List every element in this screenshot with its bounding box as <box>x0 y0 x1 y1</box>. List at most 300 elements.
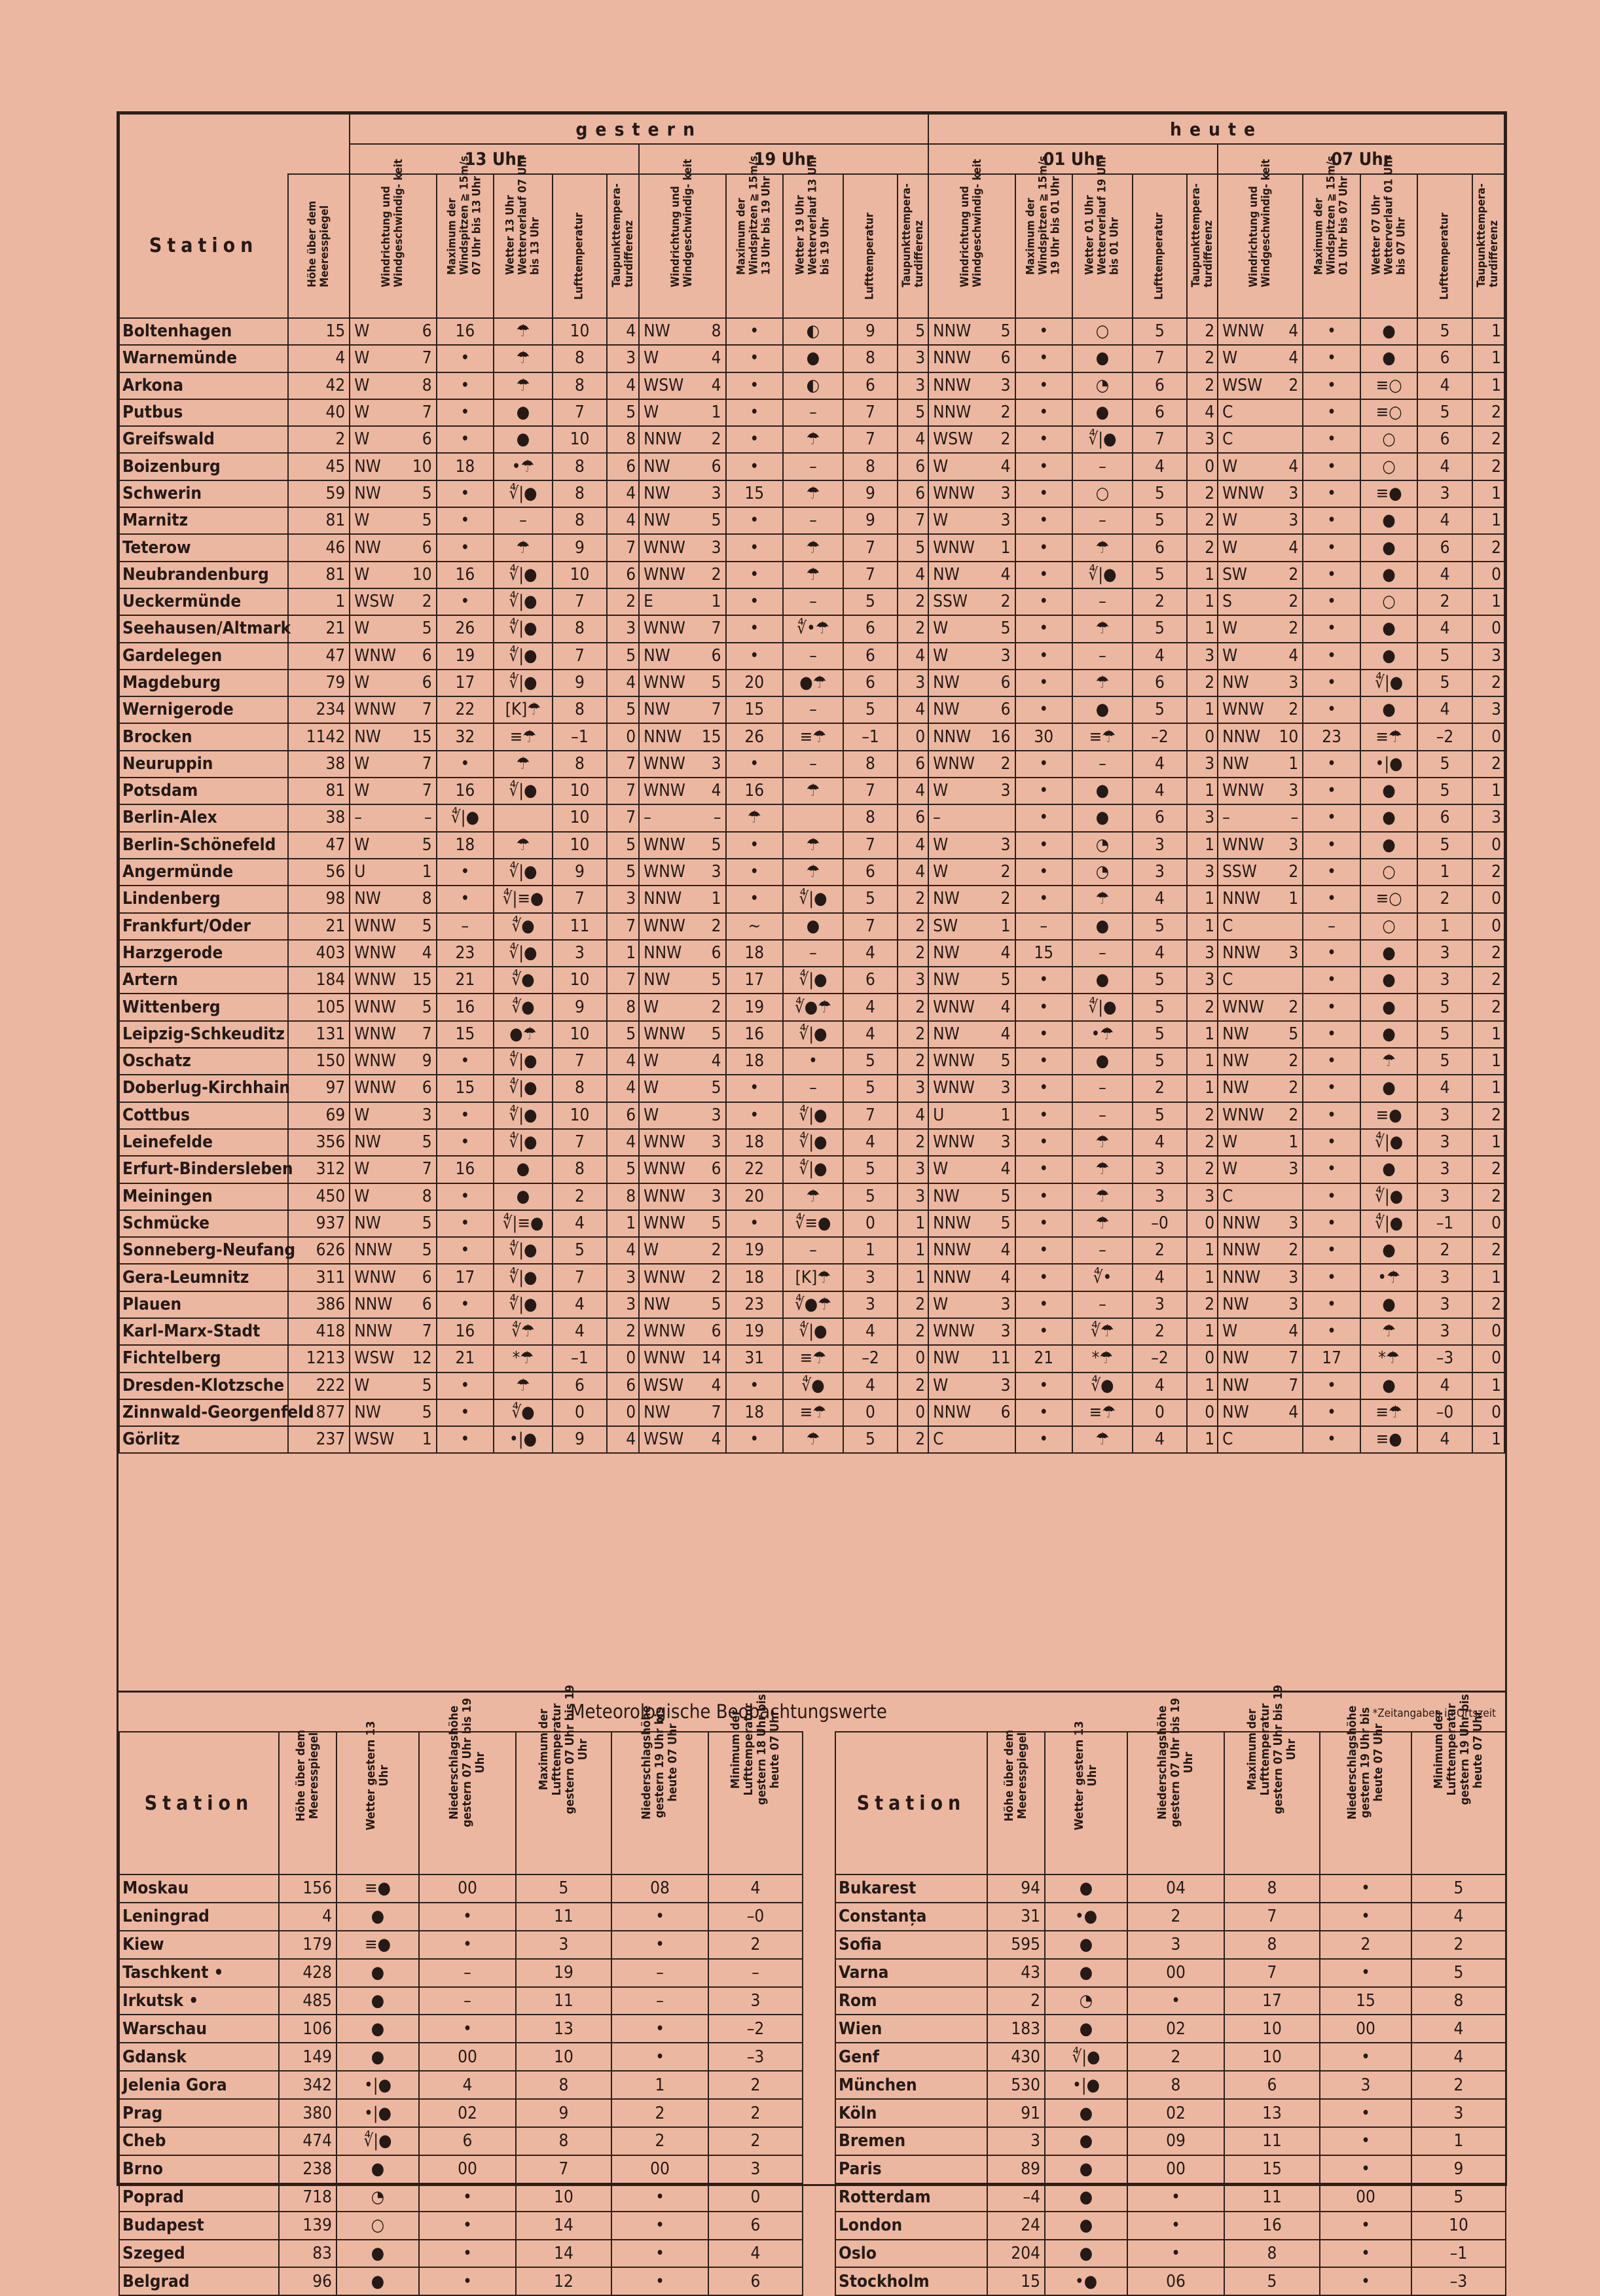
gust-07: • <box>1303 1210 1360 1237</box>
weather-19: – <box>783 751 843 778</box>
gust-19: • <box>726 318 784 345</box>
weather-19: ☂ <box>783 832 843 859</box>
weather-13: ∜|● <box>494 1237 553 1264</box>
dewpoint-13: 0 <box>607 1399 639 1426</box>
dewpoint-13: 3 <box>607 886 639 912</box>
wind-dir-19: WNW <box>639 778 693 804</box>
gust-19: 20 <box>726 1183 784 1210</box>
wind-speed-01: 3 <box>983 1372 1015 1399</box>
wind-dir-13: NW <box>350 453 404 480</box>
max-temp: 11 <box>516 1987 611 2015</box>
dewpoint-13: 7 <box>607 751 639 778</box>
gust-07: • <box>1303 1426 1360 1453</box>
wind-speed-01: 1 <box>983 1102 1015 1129</box>
station-name: Sonneberg-Neufang <box>119 1237 288 1264</box>
precip-night: 00 <box>1320 2183 1411 2212</box>
wind-dir-13: NW <box>350 723 404 750</box>
temp-01: 0 <box>1133 1399 1187 1426</box>
altitude: 595 <box>987 1931 1045 1959</box>
altitude: 79 <box>288 670 350 696</box>
dewpoint-07: 1 <box>1472 1129 1504 1156</box>
dewpoint-13: 6 <box>607 562 639 588</box>
dewpoint-07: 0 <box>1472 1399 1504 1426</box>
dewpoint-07: 2 <box>1472 670 1504 696</box>
dewpoint-01: 2 <box>1187 1156 1218 1183</box>
weather-07: ≡○ <box>1360 372 1418 399</box>
temp-19: 5 <box>843 696 898 723</box>
gust-07: • <box>1303 1399 1360 1426</box>
gust-01: • <box>1015 696 1073 723</box>
wind-dir-01: NNW <box>928 1399 983 1426</box>
temp-13: 4 <box>553 1318 607 1345</box>
time-01-header: 01 Uhr <box>928 144 1218 174</box>
max-temp: 14 <box>516 2240 611 2268</box>
wind-dir-01: NW <box>928 670 983 696</box>
wind-dir-19: W <box>639 1237 693 1264</box>
dewpoint-01: 3 <box>1187 1183 1218 1210</box>
wind-dir-19: WNW <box>639 562 693 588</box>
temp-07: 4 <box>1417 1426 1472 1453</box>
wind-speed-01: 6 <box>983 670 1015 696</box>
temp-19: 7 <box>843 832 898 859</box>
weather-01: ● <box>1072 1048 1133 1075</box>
precip-day: 00 <box>1127 2155 1224 2183</box>
gust-07: • <box>1303 1021 1360 1048</box>
temp-19: 5 <box>843 886 898 912</box>
wind-dir-13: WSW <box>350 1345 404 1372</box>
gust-01: • <box>1015 1021 1073 1048</box>
gust-01: • <box>1015 318 1073 345</box>
temp-01: 7 <box>1133 426 1187 453</box>
weather-07: ○ <box>1360 426 1418 453</box>
gust-07: • <box>1303 318 1360 345</box>
temp-13: 8 <box>553 453 607 480</box>
wind-speed-13: 5 <box>405 1399 437 1426</box>
wind-dir-19: – <box>639 804 693 831</box>
gust-07: • <box>1303 940 1360 967</box>
weather-19: ∜|● <box>783 1129 843 1156</box>
wind-dir-19: NW <box>639 967 693 994</box>
temp-13: 10 <box>553 778 607 804</box>
wind-dir-19: W <box>639 345 693 372</box>
weather-19: ∜●☂ <box>783 994 843 1020</box>
gust-07: • <box>1303 859 1360 886</box>
wind-speed-07: 7 <box>1272 1372 1303 1399</box>
weather-19: ∜|● <box>783 967 843 994</box>
wind-dir-13: W <box>350 1372 404 1399</box>
dewpoint-01: 3 <box>1187 426 1218 453</box>
wind-dir-01: NNW <box>928 723 983 750</box>
precip-day: 00 <box>419 2043 516 2071</box>
temp-13: 9 <box>553 1426 607 1453</box>
wind-speed-07: 2 <box>1272 1102 1303 1129</box>
gust-07: 23 <box>1303 723 1360 750</box>
dewpoint-13: 4 <box>607 670 639 696</box>
weather-19: [K]☂ <box>783 1264 843 1291</box>
dewpoint-01: 0 <box>1187 723 1218 750</box>
gust-13: • <box>437 534 494 561</box>
weather-13: ☂ <box>494 345 553 372</box>
temp-01: 6 <box>1133 399 1187 426</box>
dewpoint-19: 4 <box>898 696 928 723</box>
altitude: 1142 <box>288 723 350 750</box>
gust-01: • <box>1015 1102 1073 1129</box>
table-row <box>119 994 1504 1020</box>
dewpoint-01: 2 <box>1187 670 1218 696</box>
wind-speed-01: 2 <box>983 426 1015 453</box>
precip-day: 6 <box>419 2127 516 2155</box>
wind-dir-19: WNW <box>639 1210 693 1237</box>
weather-01: – <box>1072 588 1133 615</box>
dewpoint-13: 7 <box>607 967 639 994</box>
temp-07: 1 <box>1417 859 1472 886</box>
min-temp: 3 <box>708 2155 803 2183</box>
precip-day: – <box>419 1987 516 2015</box>
dewpoint-07: 2 <box>1472 399 1504 426</box>
station-name: Sofia <box>835 1931 987 1959</box>
temp-01: 6 <box>1133 372 1187 399</box>
weather-07: ≡○ <box>1360 399 1418 426</box>
wind-dir-07: NW <box>1218 1021 1272 1048</box>
wind-dir-19: WNW <box>639 1183 693 1210</box>
dewpoint-07: 0 <box>1472 723 1504 750</box>
temp-01: 4 <box>1133 1129 1187 1156</box>
weather-19: – <box>783 643 843 670</box>
dewpoint-07: 2 <box>1472 1291 1504 1318</box>
gust-13: 17 <box>437 1264 494 1291</box>
gust-19: • <box>726 643 784 670</box>
precip-night: • <box>1320 2155 1411 2183</box>
weather-13: ● <box>494 1156 553 1183</box>
wind-speed-19: 3 <box>693 534 725 561</box>
gust-19: • <box>726 832 784 859</box>
precip-night: • <box>1320 2099 1411 2127</box>
station-name: Rotterdam <box>835 2183 987 2212</box>
dewpoint-13: 2 <box>607 588 639 615</box>
wind-speed-19: 4 <box>693 1426 725 1453</box>
station-name: Leipzig-Schkeuditz <box>119 1021 288 1048</box>
table-row <box>119 588 1504 615</box>
weather-19: ● <box>783 345 843 372</box>
min-temp: –3 <box>1411 2267 1506 2295</box>
temp-13: 7 <box>553 1129 607 1156</box>
weather-19 <box>783 804 843 831</box>
wind-dir-19: WNW <box>639 1129 693 1156</box>
wind-speed-13: 5 <box>405 913 437 940</box>
wind-07-header: Windrichtung und Windgeschwindig- keit <box>1218 174 1303 318</box>
min-temp: – <box>708 1959 803 1987</box>
wind-speed-07: 10 <box>1272 723 1303 750</box>
wind-speed-01: 3 <box>983 1075 1015 1102</box>
altitude: 156 <box>279 1874 336 1903</box>
temp-19: 7 <box>843 534 898 561</box>
wind-dir-07: W <box>1218 534 1272 561</box>
dewpoint-07: 1 <box>1472 1372 1504 1399</box>
wind-dir-07: W <box>1218 1129 1272 1156</box>
wind-dir-19: W <box>639 399 693 426</box>
altitude: 59 <box>288 480 350 507</box>
gust-07: • <box>1303 1237 1360 1264</box>
dewpoint-07: 2 <box>1472 751 1504 778</box>
wind-dir-13: W <box>350 318 404 345</box>
station-name: Jelenia Gora <box>119 2071 279 2099</box>
wind-speed-13: 8 <box>405 372 437 399</box>
weather-07: ● <box>1360 615 1418 642</box>
wind-dir-07: C <box>1218 1183 1272 1210</box>
dewpoint-13: 7 <box>607 804 639 831</box>
wind-dir-01: SW <box>928 913 983 940</box>
gestern-header: gestern <box>350 114 928 144</box>
precip-night: 2 <box>611 2099 708 2127</box>
gust-01: • <box>1015 994 1073 1020</box>
wind-speed-01: 1 <box>983 913 1015 940</box>
wind-dir-01: SSW <box>928 588 983 615</box>
weather-01: ● <box>1072 696 1133 723</box>
weather-13: ∜|● <box>494 588 553 615</box>
wind-speed-01: 5 <box>983 1048 1015 1075</box>
weather-01: ∜• <box>1072 1264 1133 1291</box>
dewpoint-07: 1 <box>1472 588 1504 615</box>
wind-speed-13: 12 <box>405 1345 437 1372</box>
wind-speed-07: 3 <box>1272 1156 1303 1183</box>
max-temp: 8 <box>1224 2240 1320 2268</box>
gust-19: • <box>726 534 784 561</box>
wind-dir-13: NW <box>350 886 404 912</box>
temp-19: 7 <box>843 913 898 940</box>
wind-dir-19: WSW <box>639 372 693 399</box>
min-temp: 3 <box>708 1987 803 2015</box>
weather-19: – <box>783 399 843 426</box>
precip-day: • <box>419 1931 516 1959</box>
temp-19: 5 <box>843 1075 898 1102</box>
temp-01: 4 <box>1133 643 1187 670</box>
precip-night: • <box>1320 2267 1411 2295</box>
gust-19: • <box>726 562 784 588</box>
temp-19: 8 <box>843 751 898 778</box>
max-temp-column-header: Maximum der Lufttemperatur gestern 07 Uhr bis 19 Uhr <box>1224 1732 1320 1874</box>
wind-speed-01: 4 <box>983 1021 1015 1048</box>
gust-19: 31 <box>726 1345 784 1372</box>
max-temp-column-header: Maximum der Lufttemperatur gestern 07 Uhr bis 19 Uhr <box>516 1732 611 1874</box>
precip-day-column-header: Niederschlagshöhe gestern 07 Uhr bis 19 Uhr <box>1127 1732 1224 1874</box>
station-name: Schwerin <box>119 480 288 507</box>
gust-01: • <box>1015 1237 1073 1264</box>
temp-01: –0 <box>1133 1210 1187 1237</box>
wind-speed-07: 2 <box>1272 696 1303 723</box>
wind-speed-13: 5 <box>405 480 437 507</box>
weather-19: ∜|● <box>783 1156 843 1183</box>
temp-07: –2 <box>1417 723 1472 750</box>
wind-dir-19: W <box>639 994 693 1020</box>
weather: ● <box>336 2043 419 2071</box>
altitude: 222 <box>288 1372 350 1399</box>
weather-13: ∜|● <box>494 1048 553 1075</box>
table-row <box>119 940 1504 967</box>
wind-speed-07: 2 <box>1272 1075 1303 1102</box>
wind-dir-19: WNW <box>639 1021 693 1048</box>
station-name: Genf <box>835 2043 987 2071</box>
weather-07: ● <box>1360 1156 1418 1183</box>
wind-dir-01: WNW <box>928 480 983 507</box>
weather-19-header: Wetter 19 Uhr Wetterverlauf 13 Uhr bis 19 Uhr <box>783 174 843 318</box>
weather: ● <box>336 2267 419 2295</box>
wind-speed-13: 6 <box>405 318 437 345</box>
station-name: Wien <box>835 2015 987 2043</box>
dewpoint-01: 1 <box>1187 615 1218 642</box>
station-name: Warnemünde <box>119 345 288 372</box>
station-name: Leningrad <box>119 1903 279 1931</box>
wind-speed-01: 2 <box>983 588 1015 615</box>
max-temp: 6 <box>1224 2071 1320 2099</box>
table-row <box>119 696 1504 723</box>
weather-07: ∜|● <box>1360 1183 1418 1210</box>
gust-07: • <box>1303 751 1360 778</box>
table-row <box>835 2071 1506 2099</box>
wind-speed-01: 16 <box>983 723 1015 750</box>
wind-speed-01: 3 <box>983 778 1015 804</box>
precip-night: • <box>1320 2127 1411 2155</box>
weather-13: ∜|● <box>494 1075 553 1102</box>
table-row <box>119 778 1504 804</box>
dewpoint-01: 0 <box>1187 453 1218 480</box>
temp-01: 5 <box>1133 507 1187 534</box>
dewpoint-01: 2 <box>1187 1291 1218 1318</box>
temp-01: 3 <box>1133 1156 1187 1183</box>
min-temp: 4 <box>1411 1903 1506 1931</box>
weather-07: ● <box>1360 534 1418 561</box>
gust-01: 21 <box>1015 1345 1073 1372</box>
station-name: Zinnwald-Georgenfeld <box>119 1399 288 1426</box>
temp-07: 3 <box>1417 1183 1472 1210</box>
temp-13: 10 <box>553 967 607 994</box>
weather: ● <box>336 2015 419 2043</box>
weather-01: ● <box>1072 913 1133 940</box>
gust-13: 16 <box>437 994 494 1020</box>
temp-01: 5 <box>1133 1021 1187 1048</box>
station-name: Cottbus <box>119 1102 288 1129</box>
wind-speed-01: 3 <box>983 372 1015 399</box>
altitude: 98 <box>288 886 350 912</box>
altitude: 234 <box>288 696 350 723</box>
altitude: 2 <box>288 426 350 453</box>
weather-01: ≡☂ <box>1072 723 1133 750</box>
weather-13: ∜● <box>494 994 553 1020</box>
table-row <box>835 2099 1506 2127</box>
precip-night: • <box>611 2267 708 2295</box>
station-name: Brocken <box>119 723 288 750</box>
dewpoint-13: 7 <box>607 913 639 940</box>
weather-07: •☂ <box>1360 1264 1418 1291</box>
weather-13: •☂ <box>494 453 553 480</box>
dewpoint-01: 3 <box>1187 751 1218 778</box>
station-name: Constanța <box>835 1903 987 1931</box>
precip-day: 2 <box>1127 2043 1224 2071</box>
wind-speed-19: 6 <box>693 1156 725 1183</box>
weather-19: • <box>783 1048 843 1075</box>
weather-07: ● <box>1360 940 1418 967</box>
dewpoint-13-header: Taupunkttempera- turdifferenz <box>607 174 639 318</box>
wind-dir-07: WSW <box>1218 372 1272 399</box>
temp-01: 4 <box>1133 1372 1187 1399</box>
station-name: Kiew <box>119 1931 279 1959</box>
wind-speed-13: 10 <box>405 562 437 588</box>
table-row <box>119 1931 803 1959</box>
dewpoint-19: 4 <box>898 832 928 859</box>
wind-dir-13: W <box>350 399 404 426</box>
wind-speed-01: 4 <box>983 940 1015 967</box>
wind-speed-01: 5 <box>983 615 1015 642</box>
temp-01: 2 <box>1133 1237 1187 1264</box>
dewpoint-19: 3 <box>898 372 928 399</box>
min-temp: 4 <box>708 2240 803 2268</box>
weather: ● <box>1045 2155 1127 2183</box>
temp-01: 3 <box>1133 1291 1187 1318</box>
wind-speed-13: 6 <box>405 426 437 453</box>
min-temp-column-header: Minimum der Lufttemperatur gestern 19 Uhr bis heute 07 Uhr <box>1411 1732 1506 1874</box>
wind-speed-13: 6 <box>405 1291 437 1318</box>
dewpoint-07: 1 <box>1472 507 1504 534</box>
min-temp: 5 <box>1411 1959 1506 1987</box>
table-row <box>119 2267 803 2295</box>
gust-13: • <box>437 1237 494 1264</box>
table-row <box>119 2183 803 2212</box>
gust-01: • <box>1015 751 1073 778</box>
altitude: 46 <box>288 534 350 561</box>
gust-13-header: Maximum der Windspitzen ≧ 15m/s 07 Uhr bis 13 Uhr <box>437 174 494 318</box>
min-temp: 10 <box>1411 2212 1506 2240</box>
wind-dir-19: WNW <box>639 1318 693 1345</box>
temp-01: 7 <box>1133 345 1187 372</box>
gust-13: • <box>437 1048 494 1075</box>
wind-speed-13: 7 <box>405 751 437 778</box>
precip-night: • <box>1320 2240 1411 2268</box>
gust-13: • <box>437 480 494 507</box>
wind-speed-19: 6 <box>693 1318 725 1345</box>
gust-13: • <box>437 426 494 453</box>
altitude: –4 <box>987 2183 1045 2212</box>
weather-19: – <box>783 1075 843 1102</box>
dewpoint-07: 0 <box>1472 1210 1504 1237</box>
temp-13: 8 <box>553 372 607 399</box>
gust-13: • <box>437 588 494 615</box>
station-name: Berlin-Schönefeld <box>119 832 288 859</box>
gust-13: • <box>437 1372 494 1399</box>
weather-13: ∜|≡● <box>494 1210 553 1237</box>
weather-07: ● <box>1360 507 1418 534</box>
min-temp: 9 <box>1411 2155 1506 2183</box>
temp-13: 9 <box>553 670 607 696</box>
altitude: 15 <box>288 318 350 345</box>
wind-speed-07: 1 <box>1272 1129 1303 1156</box>
wind-speed-19: 5 <box>693 1210 725 1237</box>
altitude: 94 <box>987 1874 1045 1903</box>
weather-07: ● <box>1360 1372 1418 1399</box>
weather-13: ● <box>494 1183 553 1210</box>
altitude: 184 <box>288 967 350 994</box>
weather-13: ∜● <box>494 967 553 994</box>
weather-13: ∜|● <box>494 480 553 507</box>
wind-speed-19: 1 <box>693 886 725 912</box>
wind-dir-13: NNW <box>350 1291 404 1318</box>
gust-19: ☂ <box>726 804 784 831</box>
wind-speed-07: 2 <box>1272 615 1303 642</box>
wind-dir-13: – <box>350 804 404 831</box>
table-row <box>119 2015 803 2043</box>
altitude: 311 <box>288 1264 350 1291</box>
weather-19: ◐ <box>783 318 843 345</box>
precip-night-column-header: Niederschlagshöhe gestern 19 Uhr bis heute 07 Uhr <box>1320 1732 1411 1874</box>
wind-speed-19: 7 <box>693 1399 725 1426</box>
